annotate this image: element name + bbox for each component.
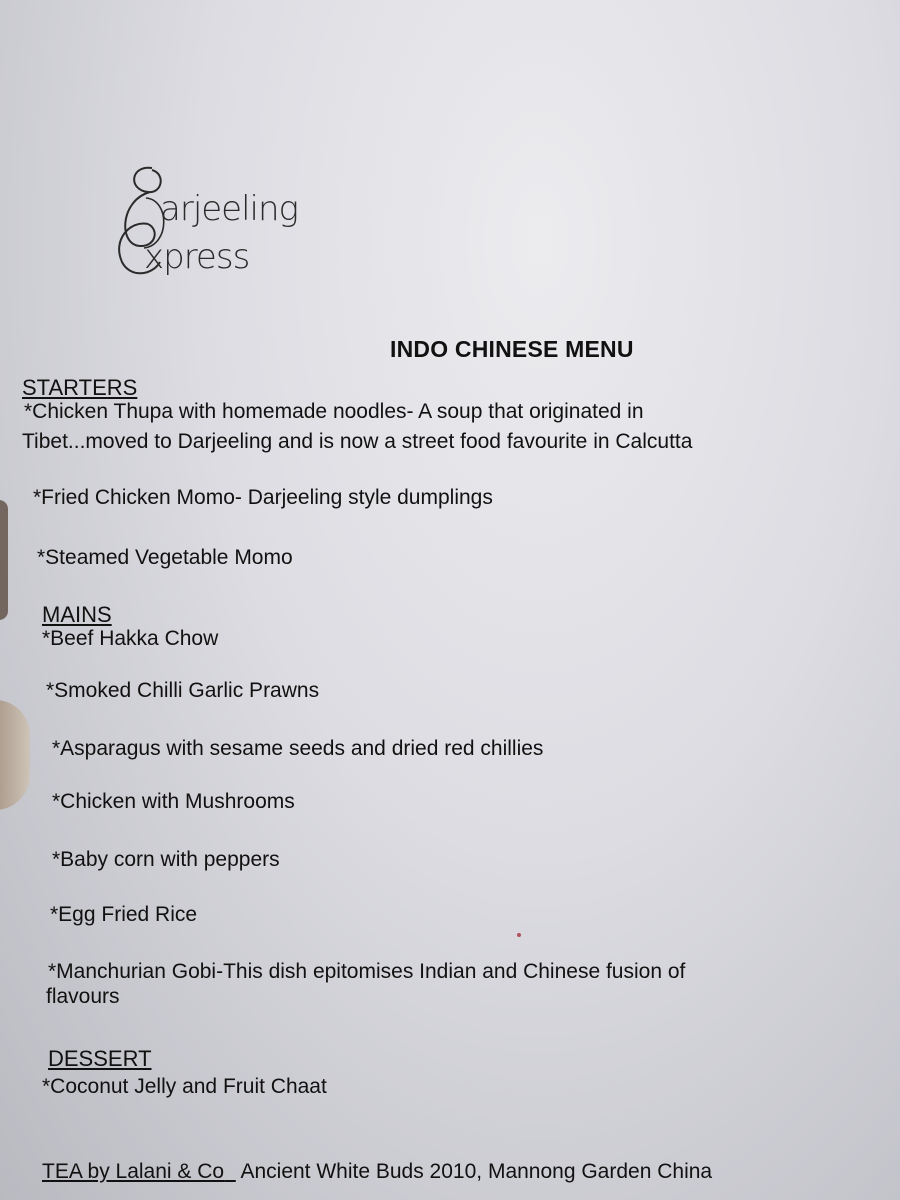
logo-line2: xpress	[144, 237, 250, 277]
starter-item-3: *Steamed Vegetable Momo	[37, 546, 293, 569]
restaurant-logo	[100, 150, 340, 300]
starter-item-2: *Fried Chicken Momo- Darjeeling style dumplings	[33, 486, 493, 509]
main-item-7-line1: *Manchurian Gobi-This dish epitomises Indian and Chinese fusion of	[48, 960, 686, 983]
tea-description: Ancient White Buds 2010, Mannong Garden China	[240, 1160, 713, 1183]
main-item-2: *Smoked Chilli Garlic Prawns	[46, 679, 320, 702]
starters-heading: STARTERS	[22, 375, 138, 400]
tea-brand: TEA by Lalani & Co	[42, 1160, 225, 1183]
mains-heading: MAINS	[42, 602, 112, 627]
main-item-1: *Beef Hakka Chow	[42, 627, 219, 650]
thumb-edge	[0, 700, 30, 810]
paper-speck	[517, 933, 521, 937]
main-item-6: *Egg Fried Rice	[50, 903, 198, 926]
main-item-4: *Chicken with Mushrooms	[52, 790, 295, 813]
dessert-item-1: *Coconut Jelly and Fruit Chaat	[42, 1075, 327, 1098]
starter-item-1-line1: *Chicken Thupa with homemade noodles- A soup that originated in	[24, 400, 644, 423]
main-item-5: *Baby corn with peppers	[52, 848, 280, 871]
finger-shadow	[0, 500, 8, 620]
logo-line1: arjeeling	[160, 189, 298, 229]
menu-title: INDO CHINESE MENU	[390, 336, 634, 362]
main-item-7-line2: flavours	[46, 985, 120, 1008]
dessert-heading: DESSERT	[48, 1046, 152, 1071]
darjeeling-express-logo-icon	[100, 150, 340, 300]
main-item-3: *Asparagus with sesame seeds and dried red chillies	[52, 737, 544, 760]
starter-item-1-line2: Tibet...moved to Darjeeling and is now a street food favourite in Calcutta	[22, 430, 693, 453]
tea-line	[42, 1160, 712, 1184]
